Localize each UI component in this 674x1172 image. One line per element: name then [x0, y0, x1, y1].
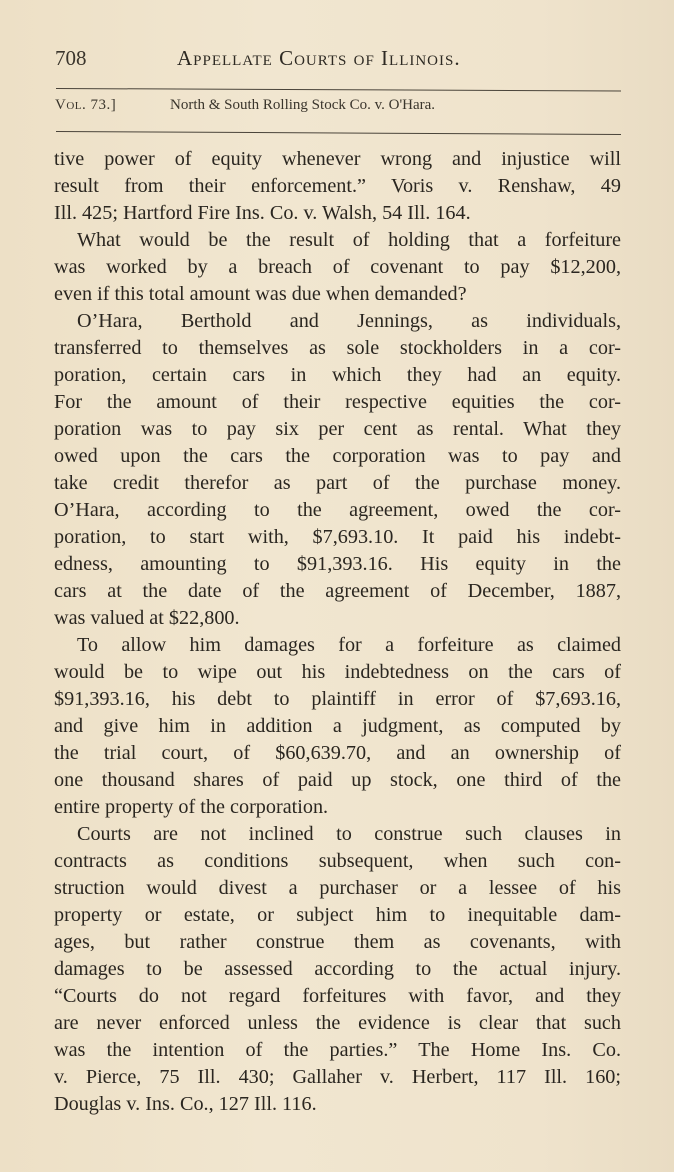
text-line: What would be the result of holding that a forfeiture: [77, 229, 621, 251]
header-rule-bottom: [56, 131, 621, 135]
text-line: one thousand shares of paid up stock, one third of the: [54, 769, 621, 791]
text-line: To allow him damages for a forfeiture as claimed: [77, 634, 621, 656]
text-line: transferred to themselves as sole stockholders in a cor-: [54, 337, 621, 359]
text-line: O’Hara, Berthold and Jennings, as individuals,: [77, 310, 621, 332]
text-line: Douglas v. Ins. Co., 127 Ill. 116.: [54, 1093, 317, 1115]
paragraph: [54, 146, 621, 227]
book-title: Appellate Courts of Illinois.: [177, 46, 461, 70]
text-line: $91,393.16, his debt to plaintiff in error of $7,693.16,: [54, 688, 621, 710]
text-line: poration, certain cars in which they had an equity.: [54, 364, 621, 386]
text-line: O’Hara, according to the agreement, owed the cor-: [54, 499, 621, 521]
text-line: are never enforced unless the evidence is clear that such: [54, 1012, 621, 1034]
paragraph: [54, 821, 621, 1118]
text-line: was valued at $22,800.: [54, 607, 240, 629]
text-line: v. Pierce, 75 Ill. 430; Gallaher v. Herbert, 117 Ill. 160;: [54, 1066, 621, 1088]
text-line: was worked by a breach of covenant to pay $12,200,: [54, 256, 621, 278]
text-line: property or estate, or subject him to inequitable dam-: [54, 904, 621, 926]
text-line: Courts are not inclined to construe such clauses in: [77, 823, 621, 845]
text-line: owed upon the cars the corporation was to pay and: [54, 445, 621, 467]
text-line: was the intention of the parties.” The Home Ins. Co.: [54, 1039, 621, 1061]
text-line: tive power of equity whenever wrong and injustice will: [54, 148, 621, 170]
text-line: For the amount of their respective equities the cor-: [54, 391, 621, 413]
header-rule-top: [56, 88, 621, 91]
text-line: cars at the date of the agreement of December, 1887,: [54, 580, 621, 602]
text-line: Ill. 425; Hartford Fire Ins. Co. v. Walsh, 54 Ill. 164.: [54, 202, 471, 224]
text-line: poration was to pay six per cent as rental. What they: [54, 418, 621, 440]
text-line: “Courts do not regard forfeitures with favor, and they: [54, 985, 621, 1007]
text-line: struction would divest a purchaser or a lessee of his: [54, 877, 621, 899]
paragraph: [54, 632, 621, 821]
text-line: entire property of the corporation.: [54, 796, 329, 818]
paragraph: [54, 227, 621, 308]
volume-label: Vol. 73.]: [55, 97, 117, 113]
text-line: and give him in addition a judgment, as computed by: [54, 715, 621, 737]
page-number: 708: [55, 46, 87, 70]
text-line: damages to be assessed according to the actual injury.: [54, 958, 621, 980]
body-text: [54, 146, 621, 1118]
text-line: contracts as conditions subsequent, when such con-: [54, 850, 621, 872]
text-line: the trial court, of $60,639.70, and an ownership of: [54, 742, 621, 764]
text-line: take credit therefor as part of the purchase money.: [54, 472, 621, 494]
running-head: [55, 46, 625, 76]
text-line: even if this total amount was due when demanded?: [54, 283, 467, 305]
text-line: edness, amounting to $91,393.16. His equity in the: [54, 553, 621, 575]
paragraph: [54, 308, 621, 632]
case-title: North & South Rolling Stock Co. v. O'Hara.: [170, 97, 436, 113]
text-line: result from their enforcement.” Voris v. Renshaw, 49: [54, 175, 621, 197]
text-line: ages, but rather construe them as covenants, with: [54, 931, 621, 953]
text-line: would be to wipe out his indebtedness on the cars of: [54, 661, 621, 683]
text-line: poration, to start with, $7,693.10. It paid his indebt-: [54, 526, 621, 548]
